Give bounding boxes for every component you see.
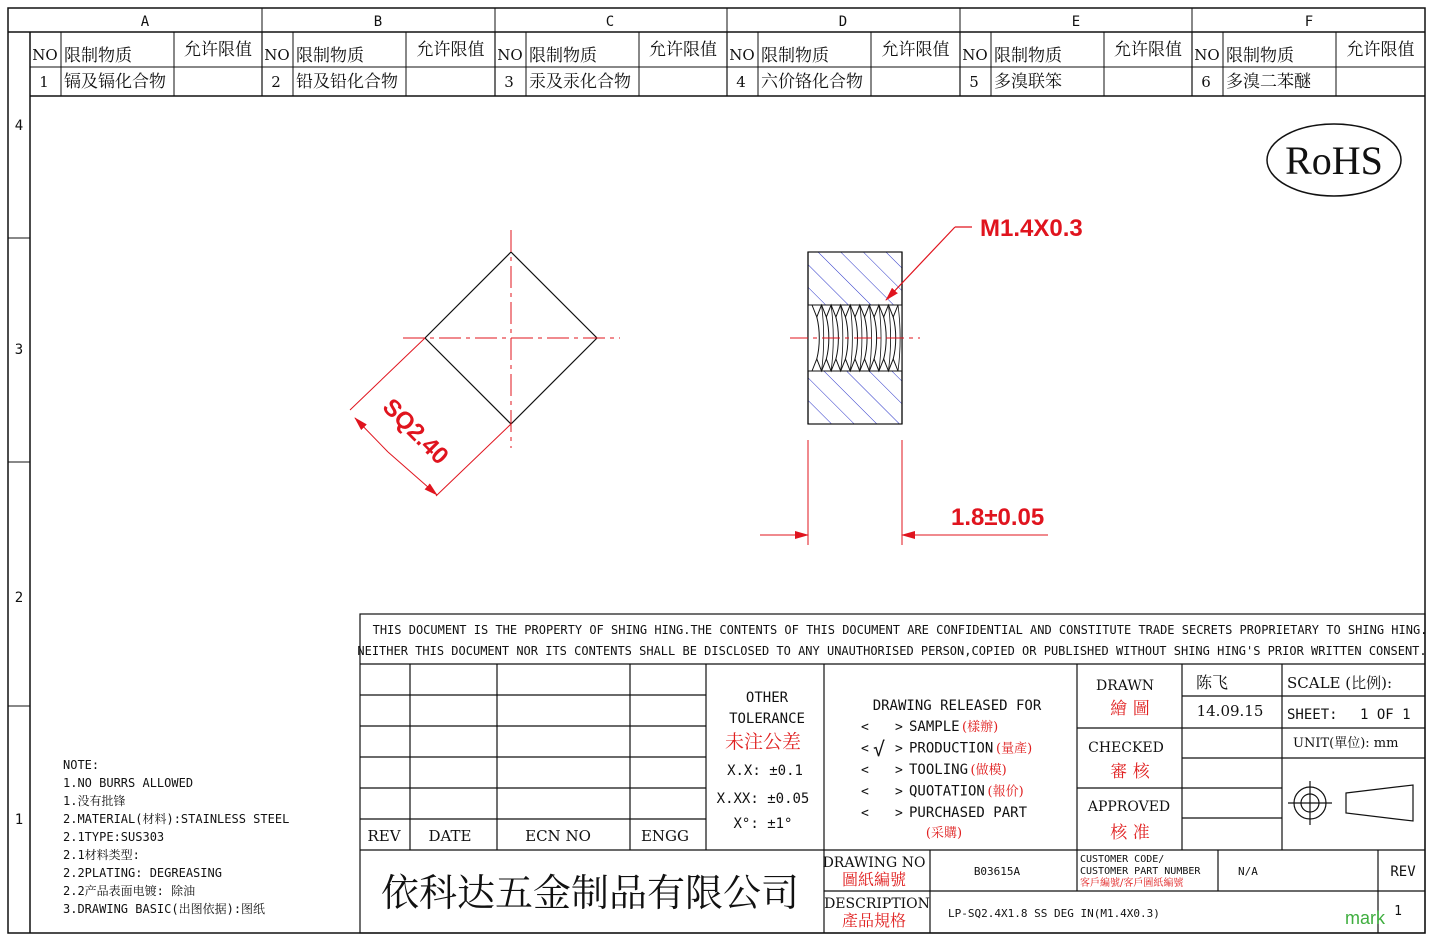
rev-value: 1 [1394,904,1402,919]
customer-label-1: CUSTOMER CODE/ [1080,854,1165,865]
rev-col-header: REV [367,827,401,845]
drawing-no-value: B03615A [973,865,1021,878]
release-items [861,719,1032,841]
section-view [790,252,920,424]
scale-block [1287,674,1411,751]
date-col-header: DATE [428,827,472,845]
tolerance-title-2: TOLERANCE [729,711,805,727]
release-item-label-cn: (樣辦) [962,720,999,735]
release-item [861,784,1024,800]
note-line: 2.2PLATING: DEGREASING [63,866,222,880]
tolerance-x2: X.XX: ±0.05 [716,791,810,807]
item-no: 2 [271,73,281,91]
release-title: DRAWING RELEASED FOR [872,698,1042,714]
company-name: 依科达五金制品有限公司 [380,871,800,915]
limit-header: 允许限值 [649,40,717,60]
release-block [861,698,1042,841]
description-label: DESCRIPTION [824,896,930,912]
sheet-label: SHEET: [1287,707,1338,723]
no-header: NO [32,46,58,64]
rev-label: REV [1390,864,1416,880]
zone-col-f: F [1304,14,1314,30]
drawn-date: 14.09.15 [1196,702,1264,720]
customer-label-cn: 客戶編號/客戶圖紙編號 [1080,878,1184,889]
substance-header: 限制物质 [296,46,364,66]
restricted-column-5 [962,40,1182,92]
limit-header: 允许限值 [416,40,485,60]
tolerance-angle: X°: ±1° [733,816,793,832]
release-item-label-cn: (做模) [970,763,1007,778]
item-no: 3 [504,73,514,91]
limit-header: 允许限值 [184,40,252,60]
checked-label: CHECKED [1088,740,1164,756]
no-header: NO [1194,46,1220,64]
zone-row-2: 2 [14,590,24,606]
substance-name: 多溴联笨 [994,72,1062,92]
drawing-no-label-cn: 圖紙編號 [841,870,907,889]
tolerance-block [717,690,810,832]
release-bracket-open: < [861,763,869,778]
release-item-label: PRODUCTION [909,740,994,757]
revision-table-header [367,827,689,845]
restricted-column-6 [1194,40,1414,92]
substance-header: 限制物质 [1226,46,1294,66]
zone-row-4: 4 [14,118,24,134]
release-item-label-cn: (報价) [987,784,1024,800]
release-item-label: TOOLING [909,762,969,778]
drawn-label-cn: 繪 圖 [1110,699,1150,719]
substance-name: 铅及铅化合物 [296,72,398,92]
unit-label: UNIT(單位): mm [1293,736,1399,751]
notice-line-2: NEITHER THIS DOCUMENT NOR ITS CONTENTS SHALL BE DISCLOSED TO ANY UNAUTHORISED PERSON,COPIED OR PUBLISHED WITHOUT SHING HING'S PRIOR WRITTEN CONSENT. [357,644,1427,658]
watermark: mark [1345,908,1385,928]
item-no: 1 [39,73,49,91]
confidential-notice [357,623,1427,658]
release-check-icon: √ [873,737,886,761]
note-line: 2.MATERIAL(材料):STAINLESS STEEL [63,812,290,826]
limit-header: 允许限值 [1114,40,1182,60]
restricted-substances-table [30,32,1425,96]
customer-label-2: CUSTOMER PART NUMBER [1080,866,1201,877]
substance-header: 限制物质 [64,46,132,66]
zone-dividers [8,8,1192,706]
substance-name: 镉及镉化合物 [64,72,166,92]
release-bracket-close: > [895,720,903,735]
note-line: 2.1材料类型: [63,848,140,862]
item-no: 4 [736,73,746,91]
drawn-name: 陈飞 [1195,673,1229,692]
description-row [824,896,1160,930]
drawing-no-label: DRAWING NO [822,855,926,871]
release-item-label: QUOTATION [909,783,985,800]
release-item-label: SAMPLE [909,719,960,735]
release-bracket-open: < [861,806,869,821]
release-bracket-close: > [895,806,903,821]
engg-col-header: ENGG [640,827,690,845]
thickness-label: 1.8±0.05 [951,504,1045,531]
customer-part [1080,854,1258,889]
ecn-col-header: ECN NO [525,827,591,845]
zone-col-a: A [140,14,150,30]
square-size-label: SQ2.40 [376,393,454,471]
tolerance-x1: X.X: ±0.1 [727,763,803,779]
checked-label-cn: 審 核 [1110,762,1150,782]
tolerance-title-cn: 未注公差 [724,731,802,753]
description-value: LP-SQ2.4X1.8 SS DEG IN(M1.4X0.3) [948,907,1160,920]
scale-label: SCALE (比例): [1287,674,1393,692]
limit-header: 允许限值 [1346,40,1415,60]
item-no: 6 [1201,73,1211,91]
note-line: 3.DRAWING BASIC(出图依据):图纸 [63,902,266,916]
tolerance-title-1: OTHER [745,690,789,706]
drawing-number [823,855,1021,889]
release-bracket-close: > [895,741,903,757]
release-bracket-open: < [861,784,869,800]
substance-name: 汞及汞化合物 [529,72,631,92]
release-item [861,805,1028,841]
zone-row-3: 3 [14,342,24,358]
zone-col-c: C [605,14,615,30]
substance-header: 限制物质 [529,46,597,66]
zone-row-labels [15,118,23,828]
substance-name: 多溴二苯醚 [1226,72,1311,92]
projection-symbol-icon [1288,781,1413,825]
substance-header: 限制物质 [761,46,829,66]
release-item-label-cn: (采購) [925,826,963,841]
no-header: NO [729,46,755,64]
note-line: 2.2产品表面电镀: 除油 [63,884,196,898]
notes-title: NOTE: [63,758,100,772]
zone-row-1: 1 [14,812,24,828]
square-dimension [350,338,511,496]
release-item [861,741,1032,757]
rohs-logo [1267,124,1401,196]
release-item [861,762,1007,778]
item-no: 5 [969,73,979,91]
notes-lines [63,776,289,916]
notice-line-1: THIS DOCUMENT IS THE PROPERTY OF SHING HING.THE CONTENTS OF THIS DOCUMENT ARE CONFIDENTIAL AND CONSTITUTE TRADE SECRETS PROPRIETARY TO SHING HING. [372,623,1428,637]
drawn-label: DRAWN [1096,678,1154,694]
release-bracket-close: > [895,784,903,800]
no-header: NO [497,46,523,64]
release-bracket-open: < [861,741,869,757]
customer-value: N/A [1238,865,1258,878]
release-item [861,719,998,735]
note-line: 2.1TYPE:SUS303 [63,830,165,844]
restricted-column-3 [497,40,717,92]
restricted-column-2 [264,40,484,92]
notes [63,758,289,916]
sheet-value: 1 OF 1 [1360,707,1411,723]
release-bracket-close: > [895,763,903,778]
restricted-column-4 [729,40,949,92]
no-header: NO [264,46,290,64]
rohs-text: RoHS [1285,138,1383,183]
release-item-label-cn: (量產) [996,741,1033,757]
rev-block [1345,864,1416,928]
note-line: 1.NO BURRS ALLOWED [63,776,194,790]
note-line: 1.没有批锋 [63,794,126,808]
release-bracket-open: < [861,720,869,735]
substance-name: 六价铬化合物 [761,72,863,92]
description-label-cn: 產品規格 [841,911,907,930]
release-item-label: PURCHASED PART [909,805,1028,821]
substance-header: 限制物质 [994,46,1062,66]
no-header: NO [962,46,988,64]
approved-label: APPROVED [1087,799,1171,815]
zone-col-d: D [838,14,848,30]
front-view-square [403,230,620,448]
zone-col-b: B [373,14,383,30]
approved-label-cn: 核 准 [1110,823,1150,843]
thread-size-label: M1.4X0.3 [980,215,1083,242]
restricted-column-1 [32,40,252,92]
zone-col-e: E [1071,14,1081,30]
limit-header: 允许限值 [881,40,950,60]
